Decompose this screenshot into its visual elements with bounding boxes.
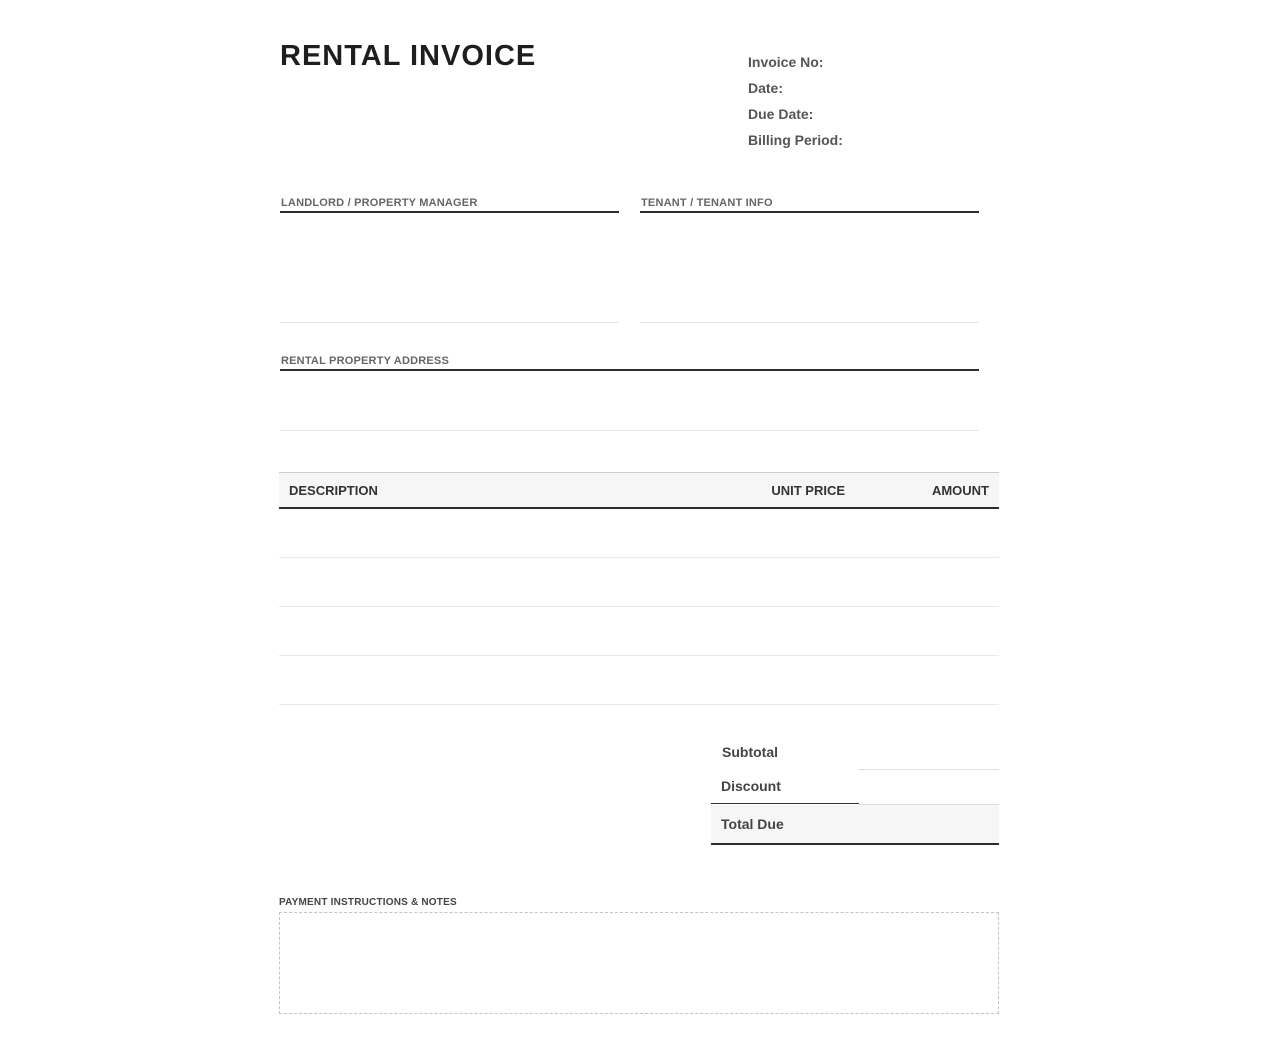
due-date-label: Due Date: [748,106,814,122]
description-column-header: DESCRIPTION [289,483,378,498]
landlord-heading-rule [280,211,619,213]
tenant-field[interactable] [640,322,979,323]
invoice-title: RENTAL INVOICE [280,40,537,72]
table-row[interactable] [279,509,999,558]
total-due-label: Total Due [721,816,784,832]
items-table-header [279,472,999,509]
subtotal-label: Subtotal [722,744,778,760]
amount-column-header: AMOUNT [931,483,989,498]
invoice-number-label: Invoice No: [748,54,824,70]
property-address-rule [280,369,979,371]
tenant-heading-rule [640,211,979,213]
landlord-heading: LANDLORD / PROPERTY MANAGER [281,197,478,209]
date-label: Date: [748,80,784,96]
unit-price-column-header: UNIT PRICE [771,483,845,498]
property-address-field[interactable] [280,430,979,431]
property-address-heading: RENTAL PROPERTY ADDRESS [281,355,449,367]
billing-period-label: Billing Period: [748,132,843,148]
discount-label-rule [711,803,859,804]
table-row[interactable] [279,656,999,705]
table-row[interactable] [279,607,999,656]
table-row[interactable] [279,558,999,607]
notes-heading: PAYMENT INSTRUCTIONS & NOTES [279,897,457,908]
tenant-heading: TENANT / TENANT INFO [641,197,773,209]
notes-field[interactable] [279,912,999,1014]
landlord-field[interactable] [280,322,619,323]
items-table [279,472,999,705]
discount-label: Discount [721,778,781,794]
subtotal-value-field[interactable] [859,769,999,770]
invoice-meta [748,53,843,157]
